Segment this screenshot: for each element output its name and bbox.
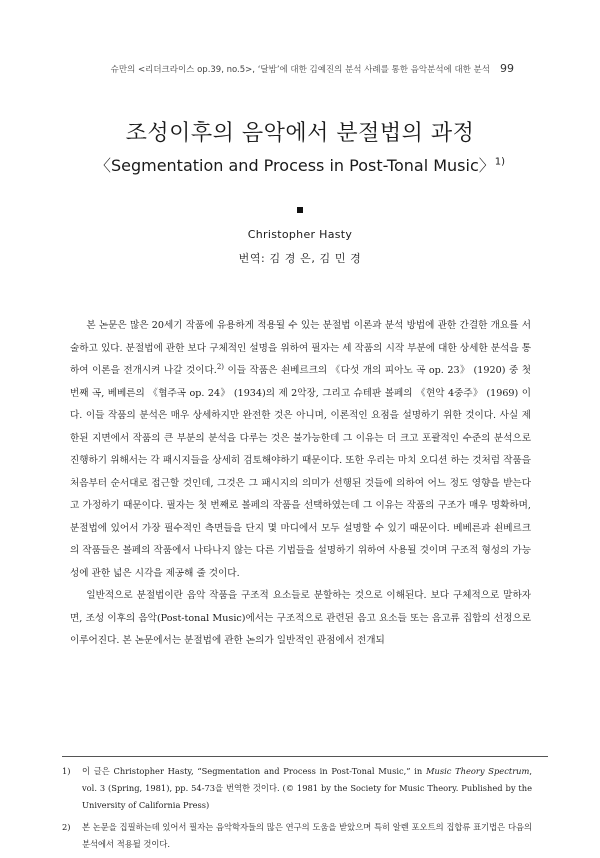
footnote-2 [62, 819, 532, 853]
footnote-1-journal: Music Theory Spectrum [426, 766, 530, 776]
footnote-2-text: 본 논문을 집필하는데 있어서 필자는 음악학자들의 많은 연구의 도움을 받았으며 특히 알렌 포오트의 집합류 표기법은 다음의 분석에서 적용될 것이다. [82, 822, 532, 849]
square-bullet-icon [297, 207, 303, 213]
footnote-number: 1) [62, 766, 71, 776]
footnote-1 [62, 763, 532, 814]
footnote-divider [62, 756, 548, 757]
running-head-text: 슈만의 <리더크라이스 op.39, no.5>, ‘달밤’에 대한 김예진의 분석 사례를 통한 음악분석에 대한 분석 [110, 65, 490, 75]
paragraph-1-part-a: 본 논문은 많은 20세기 작품에 유용하게 적용될 수 있는 분절법 이론과 분석 방법에 관한 간결한 개요를 서술하고 있다. 분절법에 관한 보다 구체적인 설명을 위하여 필자는 세 작품의 시작 부분에 대한 상세한 분석을 통하여 이론을 전개시켜 나갈 것이다. [70, 320, 531, 376]
footnote-number: 2) [62, 822, 71, 832]
paragraph-1-part-b: 이들 작품은 쇤베르크의 《다섯 개의 피아노 곡 op. 23》 (1920) 중 첫 번째 곡, 베베른의 《협주곡 op. 24》 (1934)의 제 2악장, 그리고 슈테판 볼페의 《현악 4중주》 (1969) 이다. 이들 작품의 분석은 매우 상세하지만 완전한 것은 아니며, 이론적인 요점을 설명하기 위한 것이다. 사실 제한된 지면에서 작품의 큰 부분의 분석을 다루는 것은 불가능한데 그 이유는 더 크고 포괄적인 수준의 분석으로 진행하기 위해서는 각 패시지들을 상세히 검토해야하기 때문이다. 또한 우리는 마치 오디션 하는 것처럼 작품을 처음부터 순서대로 접근할 것인데, 그것은 그 패시지의 의미가 선행된 것들에 의하여 어느 정도 영향을 받는다고 가정하기 때문이다. 필자는 첫 번째로 볼페의 작품을 선택하였는데 그 이유는 작품의 구조가 매우 명확하며, 분절법에 있어서 가장 필수적인 측면들을 단지 몇 마디에서 모두 설명할 수 있기 때문이다. 베베른과 쇤베르크의 작품들은 볼페의 작품에서 나타나지 않는 다른 기법들을 설명하기 위하여 사용될 것이며 구조적 형성의 가능성에 관한 넓은 시각을 제공해 줄 것이다. [70, 365, 531, 579]
translators: 번역: 김 경 은, 김 민 경 [238, 252, 362, 265]
title-english-line [0, 153, 600, 176]
author: Christopher Hasty [247, 228, 353, 241]
title-english: 〈Segmentation and Process in Post-Tonal Music〉 [94, 156, 495, 175]
footnotes [62, 763, 532, 858]
footnote-text [82, 763, 532, 814]
footnote-1-pre: 이 글은 Christopher Hasty, “Segmentation and Process in Post-Tonal Music,” in [82, 766, 427, 776]
running-head [111, 62, 514, 75]
paragraph-2: 일반적으로 분절법이란 음악 작품을 구조적 요소들로 분할하는 것으로 이해된다. 보다 구체적으로 말하자면, 조성 이후의 음악(Post-tonal Music)에서는 구조적으로 관련된 음고 요소들 또는 음고류 집합의 선정으로 이루어진다. 본 논문에서는 분절법에 관한 논의가 일반적인 관점에서 전개되 [70, 590, 531, 646]
title-footnote-mark: 1) [494, 156, 506, 168]
title-korean: 조성이후의 음악에서 분절법의 과정 [125, 121, 475, 146]
body-text [70, 315, 531, 653]
footnote-ref-2: 2) [216, 362, 224, 371]
paragraph-1 [70, 315, 531, 585]
footnote-1-post: , vol. 3 (Spring, 1981), pp. 54-73을 번역한 것이다. (© 1981 by the Society for Music Theory. Published by the University of California Press) [82, 766, 533, 810]
page-number: 99 [500, 62, 514, 75]
